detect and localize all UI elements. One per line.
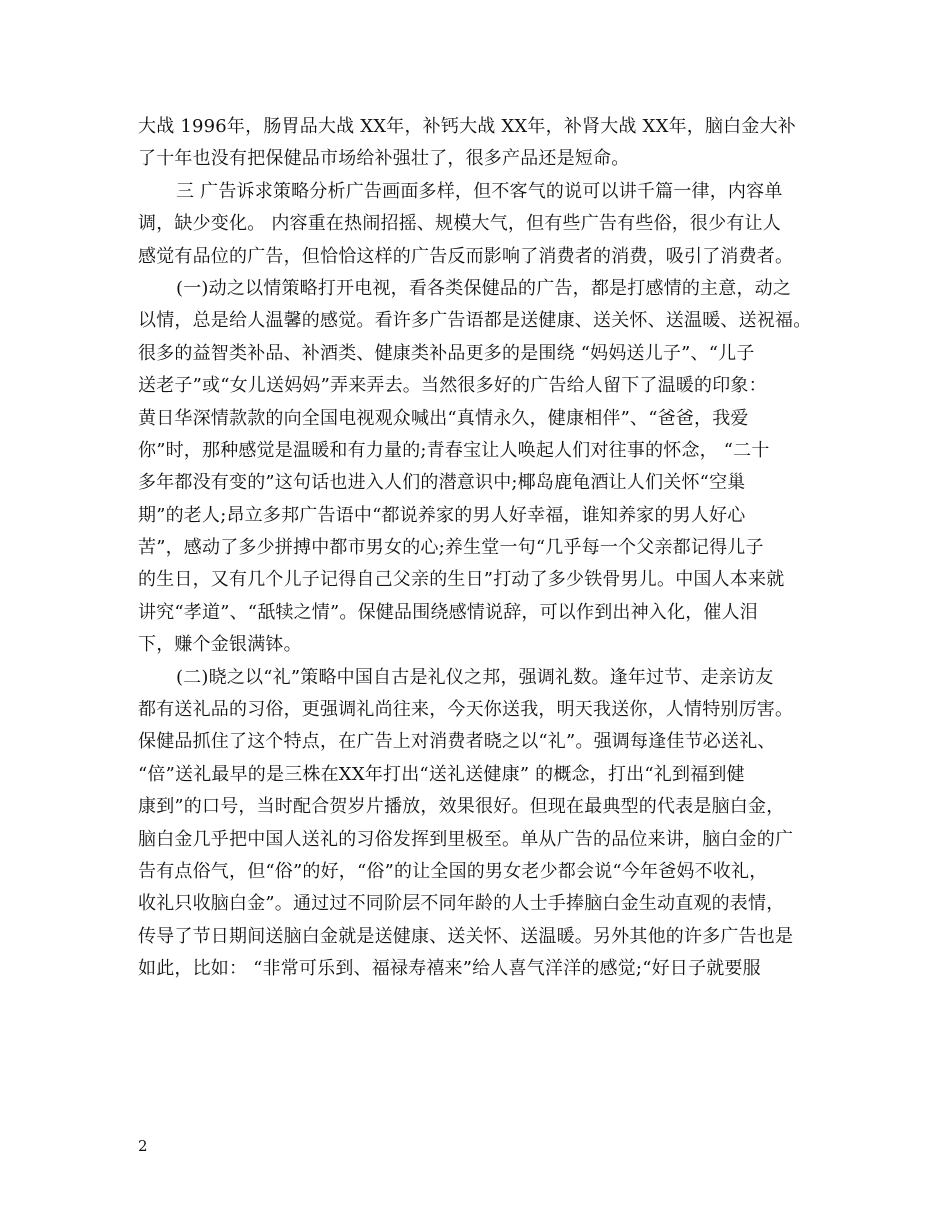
text-line: (二)晓之以“礼”策略中国自古是礼仪之邦，强调礼数。逢年过节、走亲访友: [176, 666, 774, 688]
text-line: 以情，总是给人温馨的感觉。看许多广告语都是送健康、送关怀、送温暖、送祝福。: [138, 310, 812, 332]
page-number: 2: [138, 1137, 148, 1155]
text-line: 苦”，感动了多少拼搏中都市男女的心;养生堂一句“几乎每一个父亲都记得儿子: [138, 537, 764, 559]
text-line: 调，缺少变化。 内容重在热闹招摇、规模大气，但有些广告有些俗，很少有让人: [138, 213, 781, 235]
text-line: 大战 1996年，肠胃品大战 XX年，补钙大战 XX年，补肾大战 XX年，脑白金大补: [138, 116, 796, 137]
text-line: 黄日华深情款款的向全国电视观众喊出“真情永久，健康相伴”、“爸爸，我爱: [138, 407, 749, 429]
text-line: 如此，比如： “非常可乐到、福禄寿禧来”给人喜气洋洋的感觉;“好日子就要服: [138, 958, 761, 980]
text-line: 三 广告诉求策略分析广告画面多样，但不客气的说可以讲千篇一律，内容单: [176, 180, 783, 202]
text-line: 多年都没有变的”这句话也进入人们的潜意识中;椰岛鹿龟酒让人们关怀“空巢: [138, 472, 746, 494]
text-line: 送老子”或“女儿送妈妈”弄来弄去。当然很多好的广告给人留下了温暖的印象：: [138, 375, 767, 397]
text-line: 期”的老人;昂立多邦广告语中“都说养家的男人好幸福，谁知养家的男人好心: [138, 504, 746, 526]
text-line: 都有送礼品的习俗，更强调礼尚往来，今天你送我，明天我送你，人情特别厉害。: [138, 699, 794, 721]
text-line: 保健品抓住了这个特点，在广告上对消费者晓之以“礼”。强调每逢佳节必送礼、: [138, 731, 776, 753]
text-line: 的生日，又有几个儿子记得自己父亲的生日”打动了多少铁骨男儿。中国人本来就: [138, 569, 785, 591]
text-line: “倍”送礼最早的是三株在XX年打出“送礼送健康” 的概念，打出“礼到福到健: [138, 763, 745, 785]
text-line: 下，赚个金银满钵。: [138, 634, 302, 656]
text-line: 康到”的口号，当时配合贺岁片播放，效果很好。但现在最典型的代表是脑白金，: [138, 796, 785, 818]
text-line: 告有点俗气，但“俗”的好，“俗”的让全国的男女老少都会说“今年爸妈不收礼，: [138, 860, 768, 882]
text-line: 脑白金几乎把中国人送礼的习俗发挥到里极至。单从广告的品位来讲，脑白金的广: [138, 828, 794, 850]
text-line: 讲究“孝道”、“舐犊之情”。保健品围绕感情说辞，可以作到出神入化，催人泪: [138, 601, 759, 623]
text-line: 感觉有品位的广告，但恰恰这样的广告反而影响了消费者的消费，吸引了消费者。: [138, 245, 794, 267]
body-text: [138, 111, 828, 986]
text-line: 很多的益智类补品、补酒类、健康类补品更多的是围绕 “妈妈送儿子”、“儿子: [138, 342, 755, 364]
text-line: 你”时，那种感觉是温暖和有力量的;青春宝让人唤起人们对往事的怀念， “二十: [138, 439, 770, 461]
text-line: (一)动之以情策略打开电视，看各类保健品的广告，都是打感情的主意，动之: [176, 277, 792, 299]
text-line: 了十年也没有把保健品市场给补强壮了，很多产品还是短命。: [138, 148, 630, 170]
text-line: 传导了节日期间送脑白金就是送健康、送关怀、送温暖。另外其他的许多广告也是: [138, 925, 794, 947]
text-line: 收礼只收脑白金”。通过过不同阶层不同年龄的人士手捧脑白金生动直观的表情，: [138, 893, 785, 915]
